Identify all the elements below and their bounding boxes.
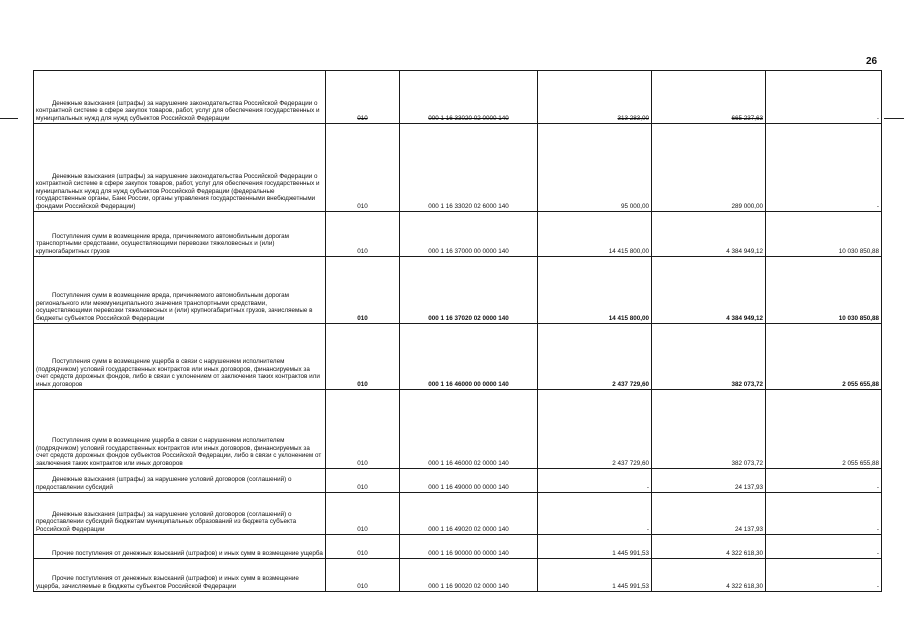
table-row <box>34 469 882 493</box>
row-kbk-cell: 000 1 16 37020 02 0000 140 <box>400 257 538 324</box>
scan-edge-mark-left <box>0 118 18 119</box>
row-unexecuted-cell: 2 055 655,88 <box>766 390 882 469</box>
row-kbk-cell: 000 1 16 49020 02 0000 140 <box>400 493 538 535</box>
row-unexecuted-cell: - <box>766 71 882 124</box>
row-code-cell: 010 <box>326 124 400 212</box>
row-code-value: 010 <box>357 114 368 122</box>
row-unexecuted-cell: 10 030 850,88 <box>766 257 882 324</box>
row-approved-cell: 14 415 800,00 <box>538 257 652 324</box>
row-approved-cell: 1 445 991,53 <box>538 535 652 559</box>
row-executed-cell: 4 384 949,12 <box>652 212 766 257</box>
row-unexecuted-cell: 2 055 655,88 <box>766 324 882 390</box>
row-name-cell: Поступления сумм в возмещение ущерба в связи с нарушением исполнителем (подрядчиком) условий государственных контрактов или иных договоров, финансируемых за счет средств дорожных фондов субъектов Российской Федерации, либо в связи с уклонением от заключения таких контрактов или иных договоров <box>34 390 326 469</box>
row-name-cell: Денежные взыскания (штрафы) за нарушение законодательства Российской Федерации о контрактной системе в сфере закупок товаров, работ, услуг для обеспечения государственных и муниципальных нужд для нужд субъектов Российской Федерации (федеральные государственные органы, Банк России, органы управления государственными внебюджетными фондами Российской Федерации) <box>34 124 326 212</box>
row-executed-cell: 4 322 618,30 <box>652 535 766 559</box>
row-kbk-cell: 000 1 16 33020 02 6000 140 <box>400 124 538 212</box>
row-kbk-cell: 000 1 16 49000 00 0000 140 <box>400 469 538 493</box>
row-approved-value: 313 283,00 <box>617 114 649 122</box>
row-name-cell: Денежные взыскания (штрафы) за нарушение условий договоров (соглашений) о предоставлении субсидий <box>34 469 326 493</box>
row-executed-cell: 4 384 949,12 <box>652 257 766 324</box>
row-code-cell: 010 <box>326 390 400 469</box>
row-executed-cell: 24 137,93 <box>652 493 766 535</box>
table-row <box>34 257 882 324</box>
row-executed-cell: 289 000,00 <box>652 124 766 212</box>
row-executed-cell: 4 322 618,30 <box>652 559 766 592</box>
table-row <box>34 493 882 535</box>
row-code-cell: 010 <box>326 324 400 390</box>
table-row <box>34 71 882 124</box>
row-name-cell: Поступления сумм в возмещение вреда, причиняемого автомобильным дорогам регионального или межмуниципального значения транспортными средствами, осуществляющими перевозки тяжеловесных и (или) крупногабаритных грузов, зачисляемые в бюджеты субъектов Российской Федерации <box>34 257 326 324</box>
row-executed-cell: 24 137,93 <box>652 469 766 493</box>
row-name-cell: Денежные взыскания (штрафы) за нарушение законодательства Российской Федерации о контрактной системе в сфере закупок товаров, работ, услуг для обеспечения государственных и муниципальных нужд для нужд субъектов Российской Федерации <box>34 71 326 124</box>
row-kbk-cell: 000 1 16 90020 02 0000 140 <box>400 559 538 592</box>
row-name-cell: Денежные взыскания (штрафы) за нарушение условий договоров (соглашений) о предоставлении субсидий бюджетам муниципальных образований из бюджета субъекта Российской Федерации <box>34 493 326 535</box>
row-executed-cell <box>652 71 766 124</box>
row-code-cell <box>326 71 400 124</box>
row-approved-cell: 2 437 729,60 <box>538 324 652 390</box>
row-kbk-cell: 000 1 16 90000 00 0000 140 <box>400 535 538 559</box>
row-name-cell: Поступления сумм в возмещение ущерба в связи с нарушением исполнителем (подрядчиком) условий государственных контрактов или иных договоров, финансируемых за счет средств дорожных фондов, либо в связи с уклонением от заключения таких контрактов или иных договоров <box>34 324 326 390</box>
row-kbk-cell <box>400 71 538 124</box>
row-approved-cell: - <box>538 469 652 493</box>
table-row <box>34 390 882 469</box>
row-code-cell: 010 <box>326 469 400 493</box>
table-row <box>34 324 882 390</box>
row-executed-cell: 382 073,72 <box>652 324 766 390</box>
row-unexecuted-cell: - <box>766 493 882 535</box>
row-code-cell: 010 <box>326 212 400 257</box>
table-row <box>34 535 882 559</box>
table-row <box>34 212 882 257</box>
row-executed-cell: 382 073,72 <box>652 390 766 469</box>
row-name-cell: Прочие поступления от денежных взысканий (штрафов) и иных сумм в возмещение ущерба, зачисляемые в бюджеты субъектов Российской Федерации <box>34 559 326 592</box>
row-executed-value: 665 237,63 <box>731 114 763 122</box>
row-unexecuted-cell: - <box>766 559 882 592</box>
row-code-cell: 010 <box>326 559 400 592</box>
budget-revenue-table <box>33 70 882 592</box>
row-approved-cell: 1 445 991,53 <box>538 559 652 592</box>
row-kbk-value: 000 1 16 33020 02 0000 140 <box>428 114 509 122</box>
row-approved-cell <box>538 71 652 124</box>
row-unexecuted-cell: - <box>766 469 882 493</box>
row-kbk-cell: 000 1 16 46000 02 0000 140 <box>400 390 538 469</box>
table-row <box>34 124 882 212</box>
row-kbk-cell: 000 1 16 37000 00 0000 140 <box>400 212 538 257</box>
row-kbk-cell: 000 1 16 46000 00 0000 140 <box>400 324 538 390</box>
row-unexecuted-cell: 10 030 850,88 <box>766 212 882 257</box>
table-row <box>34 559 882 592</box>
row-approved-cell: 95 000,00 <box>538 124 652 212</box>
row-approved-cell: - <box>538 493 652 535</box>
row-code-cell: 010 <box>326 535 400 559</box>
row-code-cell: 010 <box>326 257 400 324</box>
row-unexecuted-cell: - <box>766 124 882 212</box>
row-approved-cell: 2 437 729,60 <box>538 390 652 469</box>
row-code-cell: 010 <box>326 493 400 535</box>
page-number: 26 <box>866 56 878 67</box>
row-name-cell: Поступления сумм в возмещение вреда, причиняемого автомобильным дорогам транспортными средствами, осуществляющими перевозки тяжеловесных и (или) крупногабаритных грузов <box>34 212 326 257</box>
row-unexecuted-cell: - <box>766 535 882 559</box>
scan-edge-mark-right <box>884 118 904 119</box>
row-name-cell: Прочие поступления от денежных взысканий (штрафов) и иных сумм в возмещение ущерба <box>34 535 326 559</box>
row-approved-cell: 14 415 800,00 <box>538 212 652 257</box>
